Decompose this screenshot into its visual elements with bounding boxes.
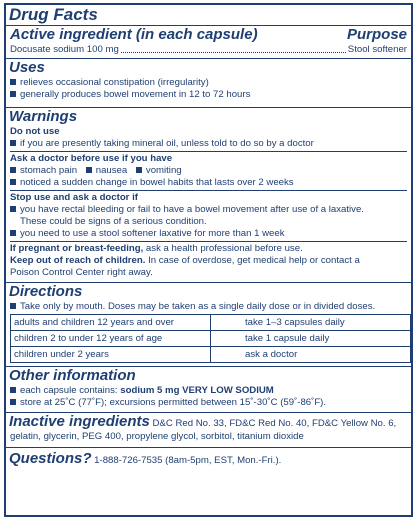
uses-item: generally produces bowel movement in 12 to 72 hours <box>6 89 411 101</box>
active-ingredient-heading: Active ingredient (in each capsule) <box>10 26 258 43</box>
divider <box>10 190 407 191</box>
bullet-icon <box>10 399 16 405</box>
poison-control-text: Poison Control Center right away. <box>10 267 153 278</box>
table-row <box>11 315 411 331</box>
warnings-heading: Warnings <box>9 108 78 125</box>
ask-doctor-heading: Ask a doctor before use if you have <box>10 153 173 164</box>
dosage-table <box>10 314 411 363</box>
directions-item: Take only by mouth. Doses may be taken as a single daily dose or in divided doses. <box>6 301 411 313</box>
phone-number: 1-888-726-7535 (8am-5pm, EST, Mon.-Fri.). <box>91 455 282 466</box>
other-info-item: each capsule contains: sodium 5 mg VERY LOW SODIUM <box>6 385 411 397</box>
bullet-icon <box>10 230 16 236</box>
age-group-cell: children under 2 years <box>11 347 211 363</box>
bullet-icon <box>10 303 16 309</box>
stop-use-item-cont: These could be signs of a serious condition. <box>20 216 207 227</box>
drug-facts-panel <box>4 3 413 517</box>
bullet-icon <box>10 91 16 97</box>
bullet-icon <box>10 387 16 393</box>
warnings-section <box>6 107 411 282</box>
drug-facts-title: Drug Facts <box>6 5 411 26</box>
divider <box>10 241 407 242</box>
dose-cell: take 1 capsule daily <box>211 331 411 347</box>
questions-line <box>6 448 411 468</box>
leader-dots <box>121 44 346 53</box>
table-row <box>11 347 411 363</box>
questions-heading: Questions? <box>9 450 92 467</box>
dose-cell: take 1–3 capsules daily <box>211 315 411 331</box>
dose-cell: ask a doctor <box>211 347 411 363</box>
bullet-icon <box>136 167 142 173</box>
ingredient-name: Docusate sodium 100 mg <box>10 44 119 55</box>
questions-section <box>6 447 411 468</box>
bullet-icon <box>10 79 16 85</box>
pregnancy-warning: If pregnant or breast-feeding, ask a health professional before use. <box>10 243 303 254</box>
do-not-use-heading: Do not use <box>10 126 60 137</box>
stop-use-item: you have rectal bleeding or fail to have a bowel movement after use of a laxative. <box>6 204 411 216</box>
ingredient-purpose: Stool softener <box>347 44 407 55</box>
purpose-heading: Purpose <box>346 26 407 43</box>
active-heading-row <box>6 26 411 44</box>
ask-doctor-item: noticed a sudden change in bowel habits that lasts over 2 weeks <box>6 177 411 189</box>
table-row <box>11 331 411 347</box>
reach-of-children-warning: Keep out of reach of children. In case of overdose, get medical help or contact a <box>10 255 360 266</box>
symptoms-row: stomach pain nausea vomiting <box>6 165 411 177</box>
bullet-icon <box>10 179 16 185</box>
inactive-section <box>6 412 411 447</box>
directions-heading: Directions <box>9 283 83 300</box>
uses-section <box>6 58 411 107</box>
do-not-use-item: if you are presently taking mineral oil, unless told to do so by a doctor <box>6 138 411 150</box>
divider <box>10 151 407 152</box>
uses-item: relieves occasional constipation (irregularity) <box>6 77 411 89</box>
inactive-first-line: Inactive ingredients D&C Red No. 33, FD&C Red No. 40, FD&C Yellow No. 6, <box>9 413 397 430</box>
stop-use-heading: Stop use and ask a doctor if <box>10 192 138 203</box>
inactive-second-line: gelatin, glycerin, PEG 400, propylene glycol, sorbitol, titanium dioxide <box>10 431 304 442</box>
other-info-section <box>6 366 411 412</box>
other-info-heading: Other information <box>9 367 136 384</box>
bullet-icon <box>86 167 92 173</box>
uses-heading: Uses <box>9 59 45 76</box>
active-section <box>6 5 411 58</box>
age-group-cell: adults and children 12 years and over <box>11 315 211 331</box>
ingredient-row <box>6 44 411 56</box>
directions-section <box>6 282 411 363</box>
age-group-cell: children 2 to under 12 years of age <box>11 331 211 347</box>
stop-use-item: you need to use a stool softener laxative for more than 1 week <box>6 228 411 240</box>
bullet-icon <box>10 140 16 146</box>
other-info-item: store at 25˚C (77˚F); excursions permitted between 15˚-30˚C (59˚-86˚F). <box>6 397 411 409</box>
bullet-icon <box>10 206 16 212</box>
bullet-icon <box>10 167 16 173</box>
inactive-heading: Inactive ingredients <box>9 413 150 430</box>
